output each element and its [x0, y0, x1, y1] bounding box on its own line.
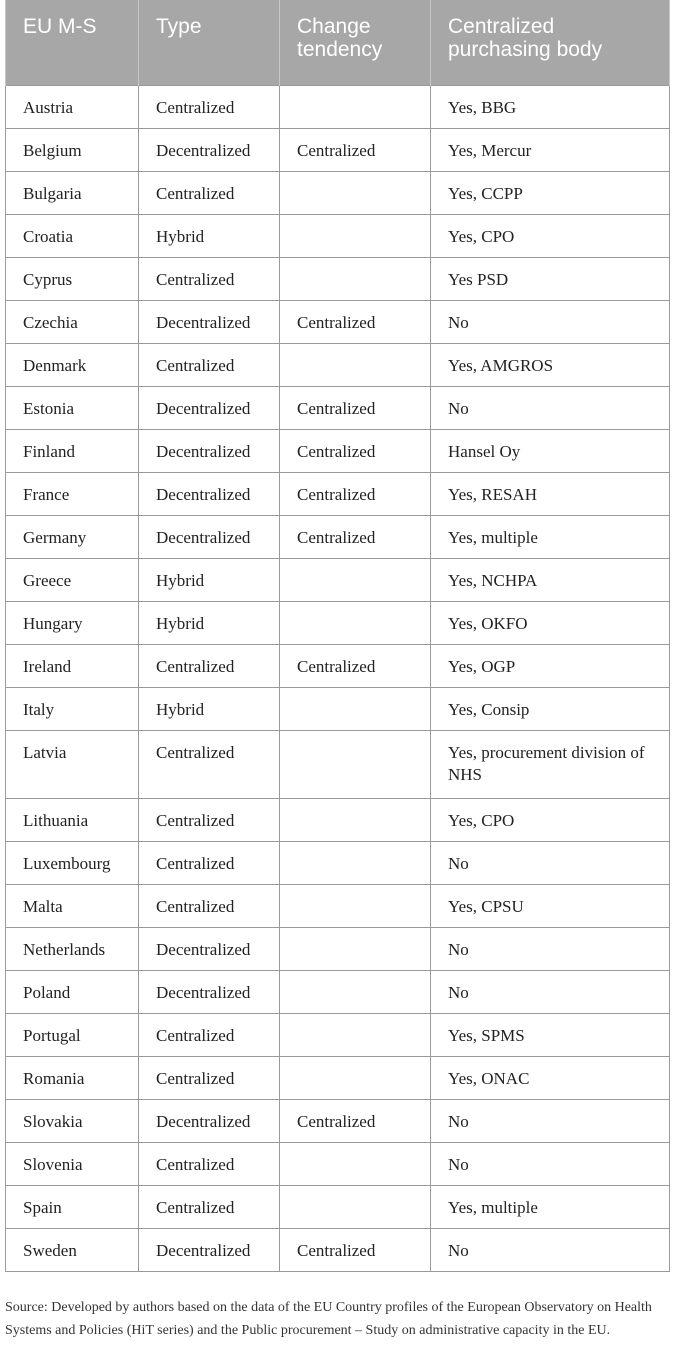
table-row [6, 343, 670, 386]
cell-change-tendency: Centralized [280, 386, 431, 429]
table-row [6, 927, 670, 970]
cell-purchasing-body: Yes, CPO [431, 798, 670, 841]
cell-country: Malta [6, 884, 139, 927]
cell-type: Decentralized [139, 1099, 280, 1142]
cell-country: Romania [6, 1056, 139, 1099]
cell-change-tendency [280, 343, 431, 386]
source-note: Source: Developed by authors based on the data of the EU Country profiles of the European Observatory on Health Systems and Policies (HiT series) and the Public procurement – Study on administrative capacity in the EU. [5, 1300, 652, 1338]
header-country: EU M-S [6, 0, 139, 85]
table-row [6, 841, 670, 884]
cell-country: Germany [6, 515, 139, 558]
table-row [6, 1142, 670, 1185]
cell-change-tendency [280, 601, 431, 644]
cell-change-tendency [280, 841, 431, 884]
cell-country: Austria [6, 85, 139, 128]
table-row [6, 128, 670, 171]
header-purchasing-body: Centralized purchasing body [431, 0, 670, 85]
cell-purchasing-body: No [431, 1142, 670, 1185]
cell-country: Greece [6, 558, 139, 601]
cell-type: Centralized [139, 1142, 280, 1185]
cell-country: Sweden [6, 1228, 139, 1271]
cell-purchasing-body: No [431, 927, 670, 970]
cell-country: Croatia [6, 214, 139, 257]
cell-change-tendency [280, 214, 431, 257]
cell-country: Bulgaria [6, 171, 139, 214]
cell-country: Spain [6, 1185, 139, 1228]
cell-purchasing-body: Yes, RESAH [431, 472, 670, 515]
table-row [6, 472, 670, 515]
cell-purchasing-body: No [431, 841, 670, 884]
cell-purchasing-body: No [431, 1228, 670, 1271]
cell-change-tendency [280, 884, 431, 927]
cell-purchasing-body: Yes, SPMS [431, 1013, 670, 1056]
cell-purchasing-body: Yes, multiple [431, 515, 670, 558]
table-row [6, 558, 670, 601]
cell-purchasing-body: Yes, BBG [431, 85, 670, 128]
table-row [6, 85, 670, 128]
cell-purchasing-body: Yes, OGP [431, 644, 670, 687]
cell-type: Decentralized [139, 429, 280, 472]
table-row [6, 1228, 670, 1271]
cell-type: Decentralized [139, 515, 280, 558]
cell-change-tendency [280, 970, 431, 1013]
cell-country: Ireland [6, 644, 139, 687]
cell-type: Centralized [139, 85, 280, 128]
table-row [6, 257, 670, 300]
cell-purchasing-body: No [431, 970, 670, 1013]
cell-country: Czechia [6, 300, 139, 343]
cell-type: Centralized [139, 171, 280, 214]
table-row [6, 601, 670, 644]
cell-purchasing-body: No [431, 386, 670, 429]
cell-type: Centralized [139, 730, 280, 798]
cell-change-tendency: Centralized [280, 300, 431, 343]
table-row [6, 730, 670, 798]
cell-change-tendency: Centralized [280, 644, 431, 687]
cell-type: Centralized [139, 644, 280, 687]
cell-change-tendency [280, 1056, 431, 1099]
cell-country: Belgium [6, 128, 139, 171]
cell-purchasing-body: Yes, CPO [431, 214, 670, 257]
cell-type: Centralized [139, 798, 280, 841]
table-row [6, 386, 670, 429]
table-row [6, 884, 670, 927]
cell-country: Italy [6, 687, 139, 730]
cell-country: Poland [6, 970, 139, 1013]
cell-change-tendency: Centralized [280, 472, 431, 515]
cell-type: Centralized [139, 1056, 280, 1099]
cell-type: Centralized [139, 257, 280, 300]
cell-change-tendency [280, 85, 431, 128]
cell-type: Decentralized [139, 970, 280, 1013]
cell-type: Hybrid [139, 687, 280, 730]
table-row [6, 1099, 670, 1142]
cell-country: Cyprus [6, 257, 139, 300]
cell-country: Netherlands [6, 927, 139, 970]
cell-change-tendency: Centralized [280, 1099, 431, 1142]
cell-type: Decentralized [139, 927, 280, 970]
cell-purchasing-body: Yes, AMGROS [431, 343, 670, 386]
table-container [5, 0, 669, 1272]
cell-purchasing-body: No [431, 1099, 670, 1142]
table-row [6, 515, 670, 558]
cell-country: Lithuania [6, 798, 139, 841]
cell-change-tendency [280, 1013, 431, 1056]
cell-change-tendency [280, 1142, 431, 1185]
cell-purchasing-body: Yes, procurement division of NHS [431, 730, 670, 798]
cell-country: Hungary [6, 601, 139, 644]
table-row [6, 171, 670, 214]
cell-purchasing-body: No [431, 300, 670, 343]
cell-purchasing-body: Yes, OKFO [431, 601, 670, 644]
cell-purchasing-body: Yes, CPSU [431, 884, 670, 927]
cell-purchasing-body: Yes, Mercur [431, 128, 670, 171]
cell-purchasing-body: Hansel Oy [431, 429, 670, 472]
cell-type: Centralized [139, 343, 280, 386]
cell-change-tendency: Centralized [280, 515, 431, 558]
cell-country: Portugal [6, 1013, 139, 1056]
procurement-table [5, 0, 670, 1272]
cell-purchasing-body: Yes, NCHPA [431, 558, 670, 601]
cell-purchasing-body: Yes, multiple [431, 1185, 670, 1228]
cell-type: Centralized [139, 1013, 280, 1056]
cell-type: Decentralized [139, 472, 280, 515]
cell-change-tendency: Centralized [280, 429, 431, 472]
cell-purchasing-body: Yes PSD [431, 257, 670, 300]
cell-change-tendency [280, 558, 431, 601]
cell-purchasing-body: Yes, ONAC [431, 1056, 670, 1099]
table-row [6, 1056, 670, 1099]
header-row [6, 0, 670, 85]
cell-type: Hybrid [139, 601, 280, 644]
cell-change-tendency: Centralized [280, 128, 431, 171]
cell-type: Centralized [139, 841, 280, 884]
cell-country: Denmark [6, 343, 139, 386]
cell-type: Centralized [139, 884, 280, 927]
cell-type: Decentralized [139, 128, 280, 171]
cell-type: Hybrid [139, 558, 280, 601]
header-change-tendency: Change tendency [280, 0, 431, 85]
cell-change-tendency [280, 687, 431, 730]
cell-change-tendency [280, 730, 431, 798]
cell-type: Hybrid [139, 214, 280, 257]
table-row [6, 300, 670, 343]
table-row [6, 1185, 670, 1228]
cell-change-tendency [280, 171, 431, 214]
cell-type: Decentralized [139, 386, 280, 429]
table-row [6, 429, 670, 472]
cell-type: Decentralized [139, 300, 280, 343]
table-row [6, 687, 670, 730]
table-header [6, 0, 670, 85]
cell-change-tendency [280, 1185, 431, 1228]
cell-change-tendency: Centralized [280, 1228, 431, 1271]
cell-change-tendency [280, 798, 431, 841]
header-type: Type [139, 0, 280, 85]
table-row [6, 1013, 670, 1056]
cell-change-tendency [280, 257, 431, 300]
cell-country: Latvia [6, 730, 139, 798]
cell-country: Slovenia [6, 1142, 139, 1185]
table-row [6, 798, 670, 841]
table-row [6, 214, 670, 257]
cell-country: France [6, 472, 139, 515]
table-row [6, 970, 670, 1013]
cell-type: Decentralized [139, 1228, 280, 1271]
cell-country: Slovakia [6, 1099, 139, 1142]
table-row [6, 644, 670, 687]
cell-purchasing-body: Yes, Consip [431, 687, 670, 730]
cell-country: Estonia [6, 386, 139, 429]
cell-country: Luxembourg [6, 841, 139, 884]
cell-purchasing-body: Yes, CCPP [431, 171, 670, 214]
cell-country: Finland [6, 429, 139, 472]
cell-change-tendency [280, 927, 431, 970]
table-body [6, 85, 670, 1271]
cell-type: Centralized [139, 1185, 280, 1228]
